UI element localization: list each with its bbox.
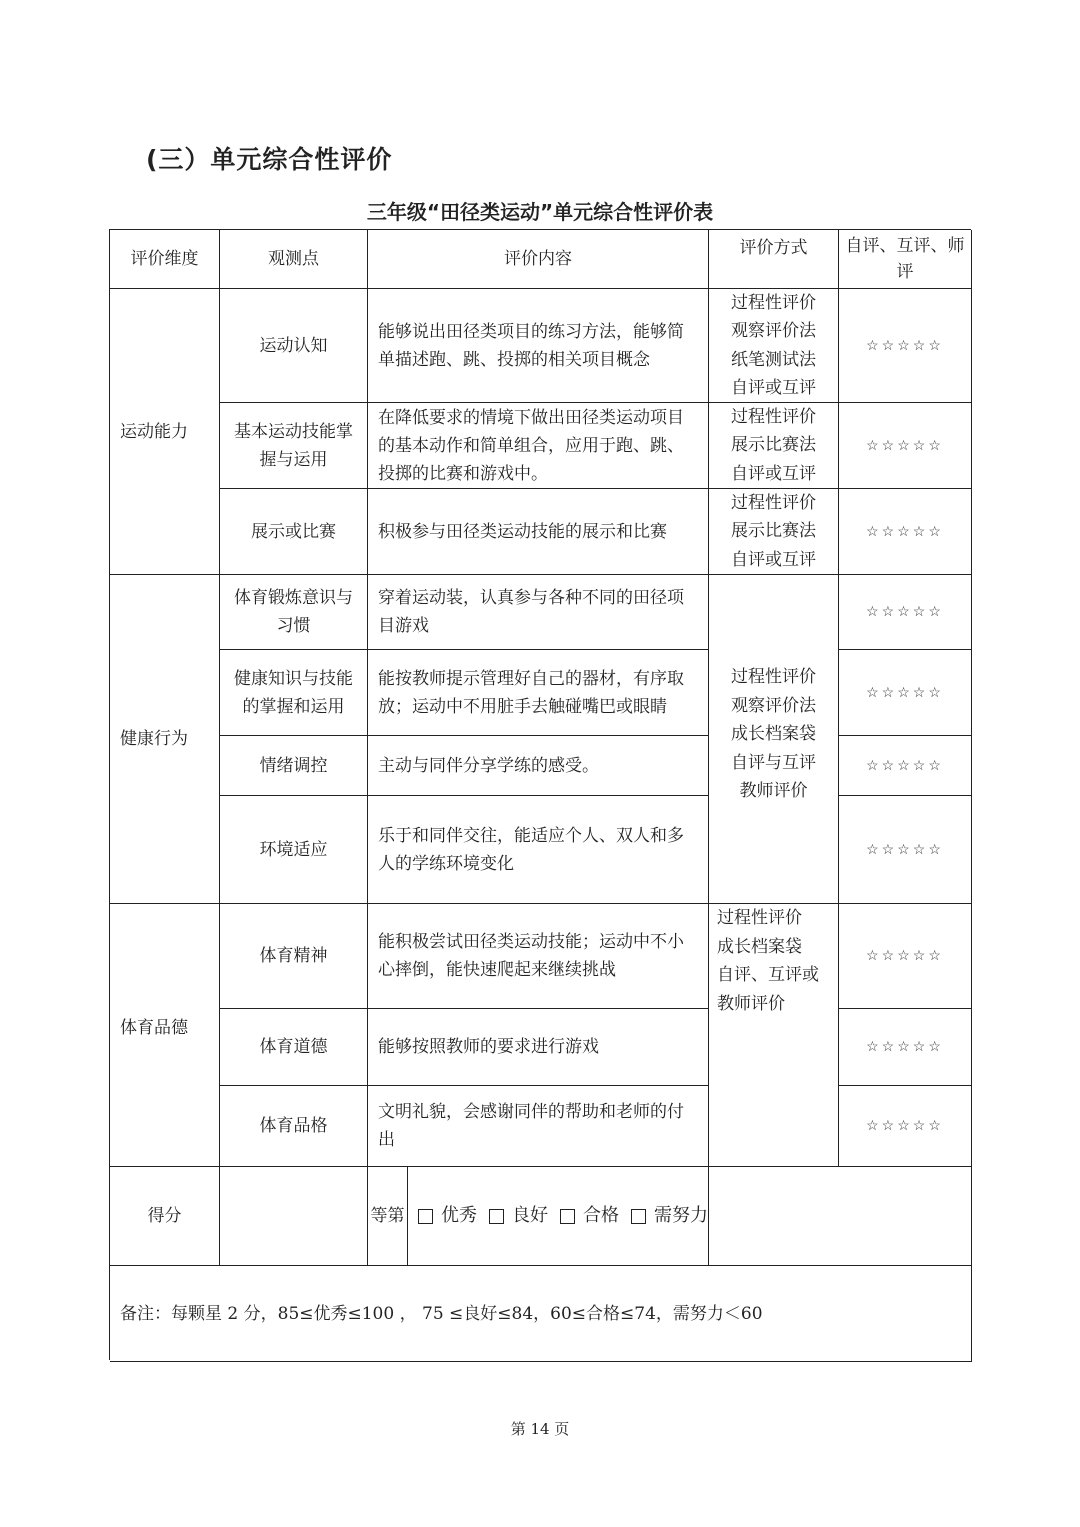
page-number: 第 14 页 [510, 1420, 570, 1438]
grade-spacer [709, 1167, 972, 1266]
point-cell: 展示或比赛 [220, 489, 368, 575]
star-rating[interactable]: ☆☆☆☆☆ [839, 403, 972, 489]
point-cell: 基本运动技能掌握与运用 [220, 403, 368, 489]
dimension-sport-ability: 运动能力 [110, 289, 220, 575]
content-cell: 穿着运动装，认真参与各种不同的田径项目游戏 [368, 575, 709, 650]
header-content: 评价内容 [368, 230, 709, 289]
header-dimension: 评价维度 [110, 230, 220, 289]
header-method: 评价方式 [709, 230, 839, 289]
point-cell: 体育精神 [220, 904, 368, 1009]
section-heading: (三）单元综合性评价 [146, 145, 393, 174]
star-rating[interactable]: ☆☆☆☆☆ [839, 650, 972, 736]
star-rating[interactable]: ☆☆☆☆☆ [839, 736, 972, 796]
content-cell: 文明礼貌，会感谢同伴的帮助和老师的付出 [368, 1086, 709, 1167]
score-value-field[interactable] [220, 1167, 368, 1266]
grade-option-excellent[interactable]: 优秀 [418, 1202, 477, 1230]
star-rating[interactable]: ☆☆☆☆☆ [839, 489, 972, 575]
dimension-health-behavior: 健康行为 [110, 575, 220, 904]
content-cell: 乐于和同伴交往，能适应个人、双人和多人的学练环境变化 [368, 796, 709, 904]
note-text: 备注：每颗星 2 分，85≤优秀≤100 ， 75 ≤良好≤84，60≤合格≤74，需努力＜60 [110, 1266, 972, 1362]
star-rating[interactable]: ☆☆☆☆☆ [839, 289, 972, 403]
score-label: 得分 [110, 1167, 220, 1266]
header-point: 观测点 [220, 230, 368, 289]
content-cell: 主动与同伴分享学练的感受。 [368, 736, 709, 796]
method-cell: 过程性评价 展示比赛法 自评或互评 [709, 403, 839, 489]
grade-label: 等第 [368, 1167, 408, 1265]
point-cell: 体育道德 [220, 1009, 368, 1086]
point-cell: 情绪调控 [220, 736, 368, 796]
star-rating[interactable]: ☆☆☆☆☆ [839, 1009, 972, 1086]
method-cell: 过程性评价 展示比赛法 自评或互评 [709, 489, 839, 575]
method-cell: 过程性评价 观察评价法 纸笔测试法 自评或互评 [709, 289, 839, 403]
star-rating[interactable]: ☆☆☆☆☆ [839, 796, 972, 904]
content-cell: 在降低要求的情境下做出田径类运动项目的基本动作和简单组合，应用于跑、跳、投掷的比赛和游戏中。 [368, 403, 709, 489]
evaluation-table [109, 229, 971, 1360]
content-cell: 积极参与田径类运动技能的展示和比赛 [368, 489, 709, 575]
point-cell: 体育品格 [220, 1086, 368, 1167]
method-cell: 过程性评价 成长档案袋 自评、互评或教师评价 [709, 904, 839, 1167]
header-rating: 自评、互评、师评 [839, 230, 972, 289]
point-cell: 体育锻炼意识与习惯 [220, 575, 368, 650]
method-cell: 过程性评价 观察评价法 成长档案袋 自评与互评 教师评价 [709, 575, 839, 904]
content-cell: 能积极尝试田径类运动技能；运动中不小心摔倒，能快速爬起来继续挑战 [368, 904, 709, 1009]
checkbox-icon[interactable] [631, 1209, 646, 1224]
star-rating[interactable]: ☆☆☆☆☆ [839, 1086, 972, 1167]
dimension-sport-morality: 体育品德 [110, 904, 220, 1167]
checkbox-icon[interactable] [418, 1209, 433, 1224]
star-rating[interactable]: ☆☆☆☆☆ [839, 904, 972, 1009]
table-title: 三年级“田径类运动”单元综合性评价表 [366, 200, 714, 224]
grade-cell [368, 1167, 709, 1266]
grade-option-pass[interactable]: 合格 [560, 1202, 619, 1230]
content-cell: 能够按照教师的要求进行游戏 [368, 1009, 709, 1086]
content-cell: 能按教师提示管理好自己的器材，有序取放；运动中不用脏手去触碰嘴巴或眼睛 [368, 650, 709, 736]
checkbox-icon[interactable] [489, 1209, 504, 1224]
point-cell: 健康知识与技能的掌握和运用 [220, 650, 368, 736]
grade-option-good[interactable]: 良好 [489, 1202, 548, 1230]
star-rating[interactable]: ☆☆☆☆☆ [839, 575, 972, 650]
grade-option-needs-effort[interactable]: 需努力 [631, 1202, 708, 1230]
checkbox-icon[interactable] [560, 1209, 575, 1224]
grade-options [408, 1202, 708, 1230]
point-cell: 环境适应 [220, 796, 368, 904]
content-cell: 能够说出田径类项目的练习方法，能够简单描述跑、跳、投掷的相关项目概念 [368, 289, 709, 403]
point-cell: 运动认知 [220, 289, 368, 403]
